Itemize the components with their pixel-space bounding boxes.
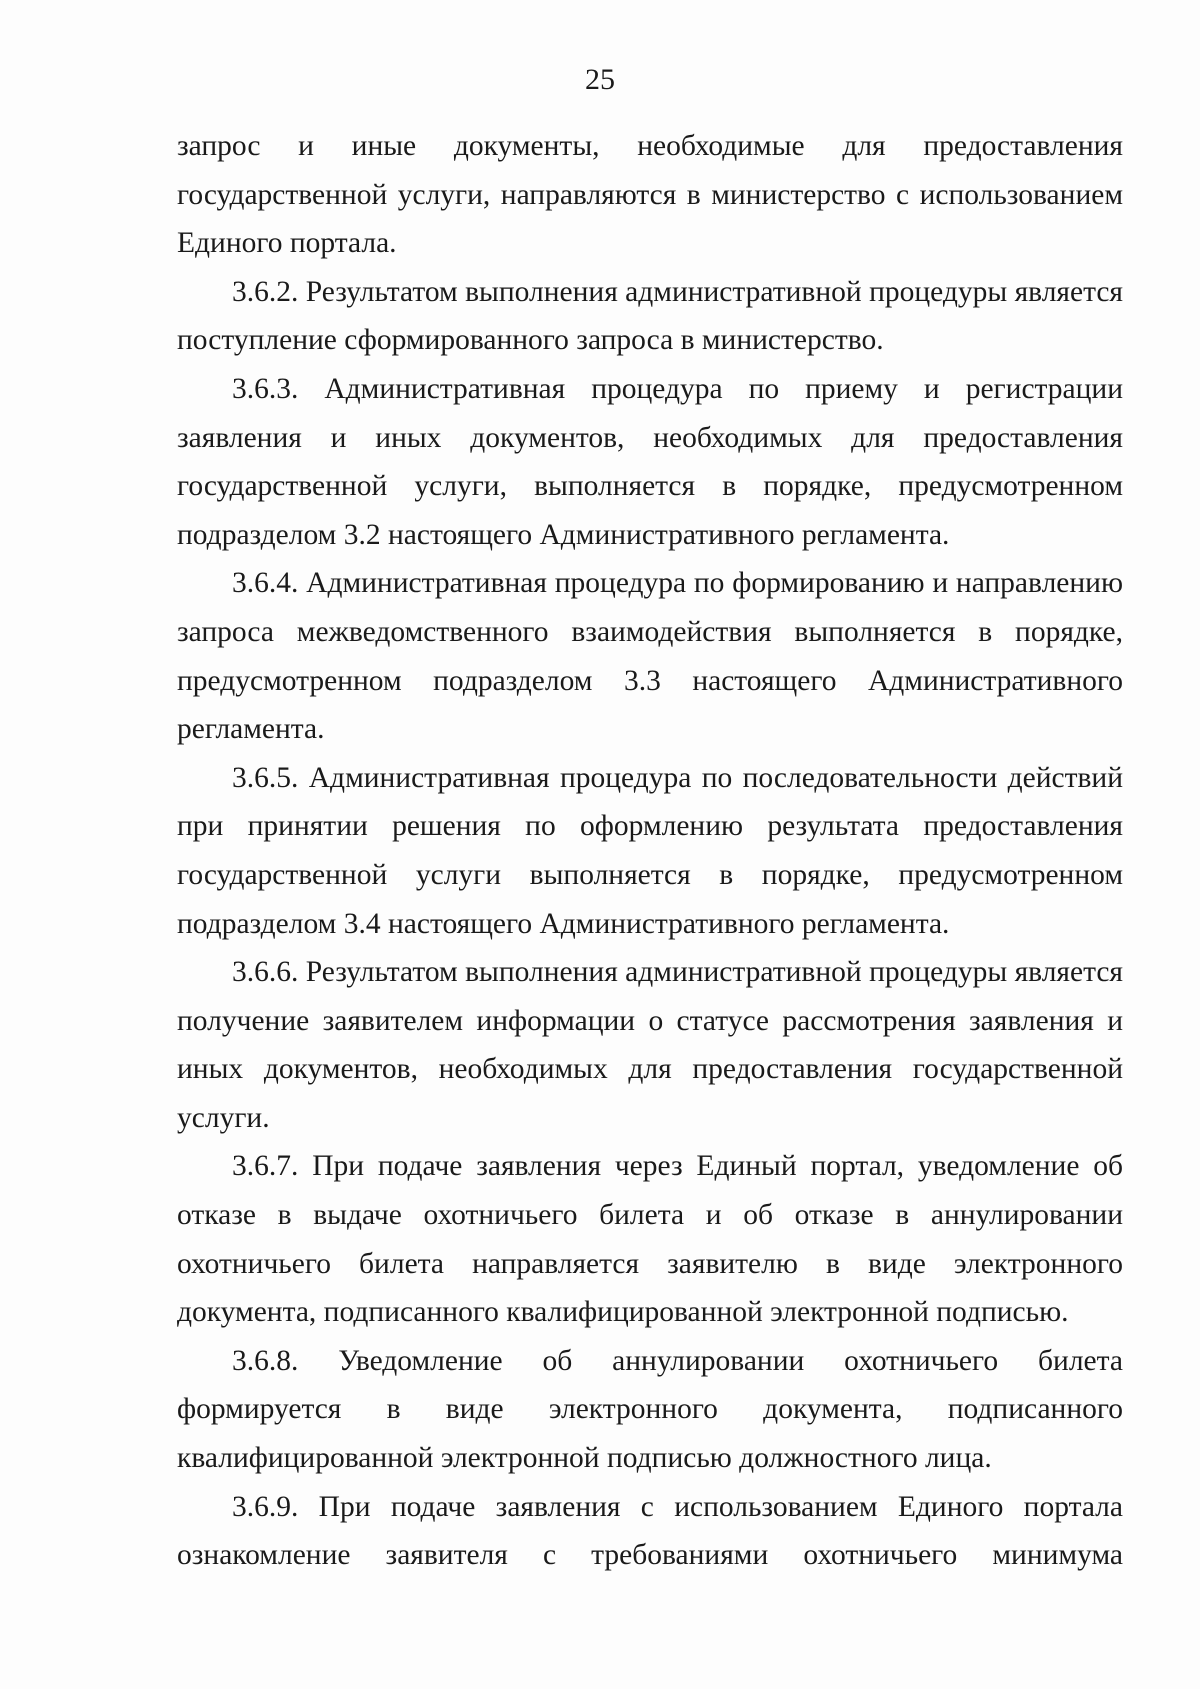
paragraph-3-6-7: 3.6.7. При подаче заявления через Единый портал, уведомление об отказе в выдаче охотничьего билета и об отказе в аннулировании охотничьего билета направляется заявителю в виде электронного документа, подписанного квалифицированной электронной подписью.	[177, 1150, 1123, 1329]
document-body	[177, 122, 1123, 1580]
paragraph-continuation: запрос и иные документы, необходимые для предоставления государственной услуги, направляются в министерство с использованием Единого портала.	[177, 130, 1123, 260]
paragraph-3-6-6: 3.6.6. Результатом выполнения административной процедуры является получение заявителем информации о статусе рассмотрения заявления и иных документов, необходимых для предоставления государственной услуги.	[177, 956, 1123, 1134]
page-number: 25	[585, 63, 615, 96]
paragraph-3-6-4: 3.6.4. Административная процедура по формированию и направлению запроса межведомственного взаимодействия выполняется в порядке, предусмотренном подразделом 3.3 настоящего Административного регламента.	[177, 567, 1123, 746]
paragraph-3-6-2: 3.6.2. Результатом выполнения административной процедуры является поступление сформированного запроса в министерство.	[177, 275, 1123, 357]
paragraph-3-6-3: 3.6.3. Административная процедура по приему и регистрации заявления и иных документов, необходимых для предоставления государственной услуги, выполняется в порядке, предусмотренном подразделом 3.2 настоящего Административного регламента.	[177, 372, 1123, 551]
paragraph-3-6-9: 3.6.9. При подаче заявления с использованием Единого портала ознакомление заявителя с требованиями охотничьего минимума	[177, 1490, 1123, 1572]
paragraph-3-6-8: 3.6.8. Уведомление об аннулировании охотничьего билета формируется в виде электронного документа, подписанного квалифицированной электронной подписью должностного лица.	[177, 1344, 1123, 1475]
paragraph-3-6-5: 3.6.5. Административная процедура по последовательности действий при принятии решения по оформлению результата предоставления государственной услуги выполняется в порядке, предусмотренном подразделом 3.4 настоящего Административного регламента.	[177, 761, 1123, 940]
